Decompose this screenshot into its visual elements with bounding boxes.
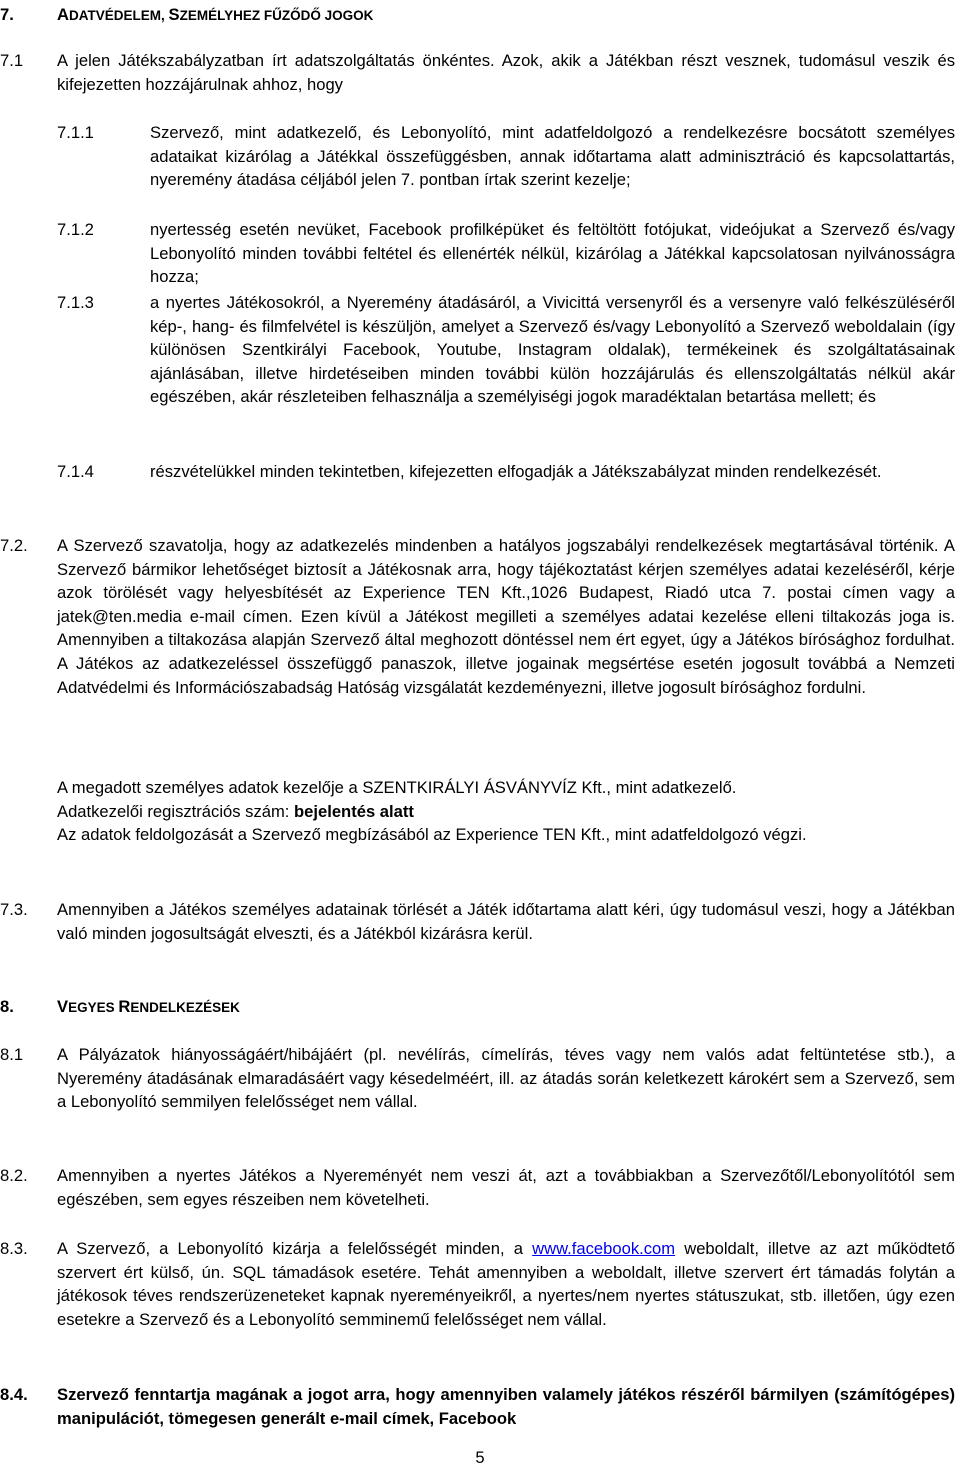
subparagraph-7-1-1 [57, 121, 955, 192]
paragraph-text: A Szervező, a Lebonyolító kizárja a felelősségét minden, a www.facebook.com weboldalt, illetve az azt működtető szervert ért külső, ún. SQL támadások esetére. Tehát amennyiben a weboldalt, illetve szervert ért támadás folytán a játékosok téves rendszerüzeneteket kapnak nyereményeikről, a nyertes/nem nyertes státuszukat, stb. illetően, úgy ezen esetekre a Szervező és a Lebonyolító semminemű felelősséget nem vállal. [57, 1239, 956, 1329]
subparagraph-number: 7.1.1 [57, 123, 94, 142]
paragraph-8-1 [0, 1043, 955, 1114]
subparagraph-7-1-4 [57, 460, 955, 484]
paragraph-number: 8.4. [0, 1385, 28, 1404]
paragraph-text: A Szervező szavatolja, hogy az adatkezelés mindenben a hatályos jogszabályi rendelkezések megtartásával történik. A Szervező bármikor lehetőséget biztosít a Játékosnak arra, hogy tájékoztatást kérjen személyes adatai kezeléséről, kérje azok törölését vagy helyesbítését az Experience TEN Kft.,1026 Budapest, Riadó utca 7. postai címen vagy a jatek@ten.media e-mail címen. Ezen kívül a Játékost megilleti a személyes adatai kezelése elleni tiltakozás joga is. Amennyiben a tiltakozása alapján Szervező által meghozott döntéssel nem ért egyet, úgy a Játékos bírósághoz fordulhat. A Játékos az adatkezeléssel összefüggő panaszok, illetve jogainak megsértése esetén jogosult továbbá a Nemzeti Adatvédelmi és Információszabadság Hatóság vizsgálatát kezdeményezni, illetve jogosult bírósághoz fordulni. [57, 536, 955, 697]
subparagraph-text: Szervező, mint adatkezelő, és Lebonyolító, mint adatfeldolgozó a rendelkezésre bocsátott személyes adataikat kizárólag a Játékkal összefüggésben, annak időtartama alatt adminisztráció és kapcsolattartás, nyeremény átadása céljából jelen 7. pontban írtak szerint kezelje; [150, 123, 955, 190]
controller-line: A megadott személyes adatok kezelője a SZENTKIRÁLYI ÁSVÁNYVÍZ Kft., mint adatkezelő. [57, 778, 737, 797]
paragraph-7-1 [0, 49, 955, 96]
paragraph-text: Szervező fenntartja magának a jogot arra, hogy amennyiben valamely játékos részéről bármilyen (számítógépes) manipulációt, tömegesen generált e-mail címek, Facebook [57, 1385, 955, 1428]
data-controller-block [57, 776, 955, 847]
subparagraph-text: nyertesség esetén nevüket, Facebook profilképüket és feltöltött fotójukat, videójukat a Szervező és/vagy Lebonyolító minden további feltétel és ellenérték nélkül, kizárólag a Játékkal kapcsolatosan nyilvánosságra hozza; [150, 220, 955, 287]
subparagraph-number: 7.1.3 [57, 293, 94, 312]
section-heading-8: 8. VEGYES RENDELKEZÉSEK [0, 995, 240, 1020]
paragraph-text: Amennyiben a nyertes Játékos a Nyereményét nem veszi át, azt a továbbiakban a Szervezőtől/Lebonyolítótól sem egészében, sem egyes részeiben nem követelheti. [57, 1166, 955, 1209]
paragraph-number: 7.2. [0, 536, 28, 555]
section-number: 8. [0, 997, 14, 1016]
paragraph-8-2 [0, 1164, 955, 1211]
paragraph-7-2 [0, 534, 955, 699]
subparagraph-7-1-2 [57, 218, 955, 289]
section-number: 7. [0, 5, 14, 24]
paragraph-number: 8.2. [0, 1166, 28, 1185]
subparagraph-number: 7.1.4 [57, 462, 94, 481]
paragraph-8-4 [0, 1383, 955, 1430]
processor-line: Az adatok feldolgozását a Szervező megbízásából az Experience TEN Kft., mint adatfeldolgozó végzi. [57, 825, 807, 845]
subparagraph-text: részvételükkel minden tekintetben, kifejezetten elfogadják a Játékszabályzat minden rendelkezését. [150, 462, 882, 481]
subparagraph-text: a nyertes Játékosokról, a Nyeremény átadásáról, a Vivicittá versenyről és a versenyre való felkészüléséről kép-, hang- és filmfelvétel is készüljön, amelyet a Szervező és/vagy Lebonyolító a Szervező weboldalain (így különösen Szentkirályi Facebook, Youtube, Instagram oldalak), termékeinek és szolgáltatásainak ajánlásában, illetve hirdetéseiben minden további külön hozzájárulás és ellenszolgáltatás nélkül akár egészében, akár részleteiben felhasználja a személyiségi jogok maradéktalan betartása mellett; és [150, 293, 955, 407]
page-number: 5 [475, 1448, 485, 1467]
subparagraph-7-1-3 [57, 291, 955, 409]
paragraph-7-3 [0, 898, 955, 945]
registration-label: Adatkezelői regisztrációs szám: [57, 801, 295, 821]
subparagraph-number: 7.1.2 [57, 220, 94, 239]
paragraph-number: 7.3. [0, 900, 28, 919]
paragraph-number: 8.3. [0, 1239, 28, 1258]
paragraph-number: 7.1 [0, 51, 24, 70]
paragraph-text: Amennyiben a Játékos személyes adatainak törlését a Játék időtartama alatt kéri, úgy tudomásul veszi, hogy a Játékban való minden jogosultságát elveszti, és a Játékból kizárásra kerül. [57, 900, 955, 943]
paragraph-number: 8.1 [0, 1045, 24, 1064]
section-heading-7: 7. ADATVÉDELEM, SZEMÉLYHEZ FŰZŐDŐ JOGOK [0, 3, 373, 28]
facebook-link[interactable]: www.facebook.com [532, 1239, 676, 1258]
registration-value: bejelentés alatt [294, 801, 414, 821]
paragraph-text: A Pályázatok hiányosságáért/hibájáért (pl. nevélírás, címelírás, téves vagy nem valós adat feltüntetése stb.), a Nyeremény átadásának elmaradásáért vagy késedelméért, ill. az átadás során keletkezett károkért sem a Szervező, sem a Lebonyolító semmilyen felelősséget nem vállal. [57, 1045, 955, 1112]
registration-line [57, 800, 955, 824]
paragraph-text: A jelen Játékszabályzatban írt adatszolgáltatás önkéntes. Azok, akik a Játékban részt vesznek, tudomásul veszik és kifejezetten hozzájárulnak ahhoz, hogy [57, 51, 955, 94]
paragraph-8-3 [0, 1237, 955, 1331]
